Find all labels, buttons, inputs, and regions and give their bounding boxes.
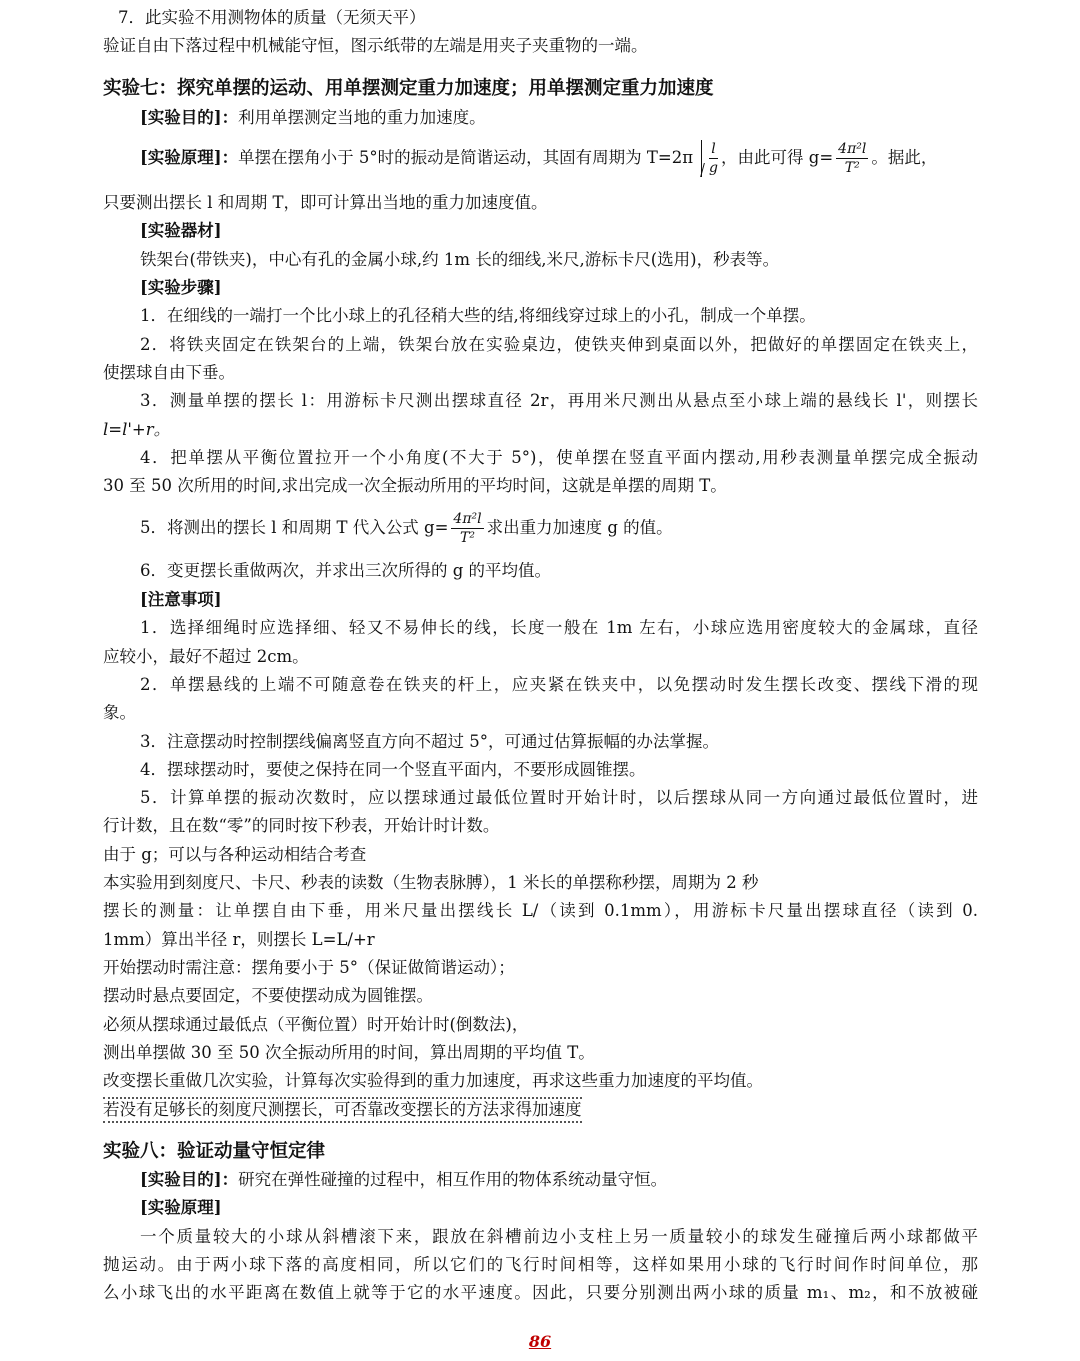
subheading: [实验原理] — [140, 1198, 222, 1217]
text-line: 2．单摆悬线的上端不可随意卷在铁夹的杆上，应夹紧在铁夹中，以免摆动时发生摆长改变、摆线下滑的现 — [140, 675, 978, 694]
text: 研究在弹性碰撞的过程中，相互作用的物体系统动量守恒。 — [238, 1170, 668, 1189]
text-line: 一个质量较大的小球从斜槽滚下来，跟放在斜槽前边小支柱上另一质量较小的球发生碰撞后两小球都做平 — [140, 1227, 978, 1246]
text-line: 4．摆球摆动时，要使之保持在同一个竖直平面内，不要形成圆锥摆。 — [140, 760, 646, 779]
label: [实验目的]： — [140, 108, 239, 127]
subheading: [实验器材] — [140, 221, 222, 240]
text-line: 测出单摆做 30 至 50 次全振动所用的时间，算出周期的平均值 T。 — [103, 1043, 595, 1062]
text-line — [140, 107, 486, 129]
text-line: 6．变更摆长重做两次，并求出三次所得的 g 的平均值。 — [140, 561, 552, 580]
text-line: 3．注意摆动时控制摆线偏离竖直方向不超过 5°，可通过估算振幅的办法掌握。 — [140, 732, 719, 751]
page-number — [0, 1332, 1080, 1351]
text-line: 抛运动。由于两小球下落的高度相同，所以它们的飞行时间相等，这样如果用小球的飞行时间作时间单位，那 — [103, 1255, 978, 1274]
numerator: 4π²l — [838, 141, 867, 157]
text-line: l=l'+r。 — [103, 420, 171, 439]
text-line — [140, 509, 673, 547]
text-line — [140, 1169, 667, 1191]
g-formula — [451, 510, 483, 547]
text-line: 摆长的测量：让单摆自由下垂，用米尺量出摆线长 L/（读到 0.1mm），用游标卡尺量出摆球直径（读到 0. — [103, 901, 978, 920]
text-line: 改变摆长重做几次实验，计算每次实验得到的重力加速度，再求这些重力加速度的平均值。 — [103, 1071, 763, 1090]
label: [实验目的]： — [140, 1170, 239, 1189]
dotted-question-line: 若没有足够长的刻度尺测摆长，可否靠改变摆长的方法求得加速度 — [103, 1097, 582, 1123]
text: 5．将测出的摆长 l 和周期 T 代入公式 g= — [140, 518, 449, 537]
text-line — [140, 140, 937, 177]
text-line: 5．计算单摆的振动次数时，应以摆球通过最低位置时开始计时，以后摆球从同一方向通过最低位置时，进 — [140, 788, 978, 807]
subheading: [实验步骤] — [140, 278, 222, 297]
text-line: 只要测出摆长 l 和周期 T，即可计算出当地的重力加速度值。 — [103, 193, 548, 212]
text: 单摆在摆角小于 5°时的振动是简谐运动，其固有周期为 T=2π — [238, 148, 694, 167]
text-line: 使摆球自由下垂。 — [103, 363, 235, 382]
text-line: 1mm）算出半径 r，则摆长 L=L/+r — [103, 930, 375, 949]
sqrt-formula — [701, 140, 721, 177]
text-line: 7．此实验不用测物体的质量（无须天平） — [118, 8, 426, 27]
text: ，由此可得 g= — [721, 148, 834, 167]
page-number-text: 86 — [528, 1332, 552, 1351]
denominator: T² — [844, 160, 860, 176]
text: 。据此， — [871, 148, 938, 167]
denominator: g — [709, 160, 719, 176]
text-line: 4．把单摆从平衡位置拉开一个小角度(不大于 5°)，使单摆在竖直平面内摆动,用秒表测量单摆完成全振动 — [140, 448, 978, 467]
text-line: 验证自由下落过程中机械能守恒，图示纸带的左端是用夹子夹重物的一端。 — [103, 36, 648, 55]
section-heading: 实验七：探究单摆的运动、用单摆测定重力加速度；用单摆测定重力加速度 — [103, 78, 714, 99]
text-line: 开始摆动时需注意：摆角要小于 5°（保证做简谐运动）； — [103, 958, 515, 977]
text-line: 3．测量单摆的摆长 l：用游标卡尺测出摆球直径 2r，再用米尺测出从悬点至小球上端的悬线长 l'，则摆长 — [140, 391, 978, 410]
text-line: 摆动时悬点要固定，不要使摆动成为圆锥摆。 — [103, 986, 433, 1005]
text-line: 1．在细线的一端打一个比小球上的孔径稍大些的结,将细线穿过球上的小孔，制成一个单摆。 — [140, 306, 816, 325]
section-heading: 实验八：验证动量守恒定律 — [103, 1141, 326, 1162]
subheading: [注意事项] — [140, 590, 222, 609]
numerator: l — [709, 140, 718, 159]
text: 利用单摆测定当地的重力加速度。 — [238, 108, 486, 127]
text-line: 行计数，且在数“零”的同时按下秒表，开始计时计数。 — [103, 816, 500, 835]
denominator: T² — [460, 530, 475, 546]
text-line: 1．选择细绳时应选择细、轻又不易伸长的线，长度一般在 1m 左右，小球应选用密度较大的金属球，直径 — [140, 618, 978, 637]
label: [实验原理]： — [140, 148, 239, 167]
text-line: 象。 — [103, 703, 136, 722]
text-line: 2．将铁夹固定在铁架台的上端，铁架台放在实验桌边，使铁夹伸到桌面以外，把做好的单摆固定在铁夹上， — [140, 335, 978, 354]
text-line: 由于 g；可以与各种运动相结合考查 — [103, 845, 367, 864]
text-line: 么小球飞出的水平距离在数值上就等于它的水平速度。因此，只要分别测出两小球的质量 m₁、m₂，和不放被碰 — [103, 1283, 978, 1302]
text-line: 应较小，最好不超过 2cm。 — [103, 647, 309, 666]
text-line: 本实验用到刻度尺、卡尺、秒表的读数（生物表脉膊），1 米长的单摆称秒摆，周期为 2 秒 — [103, 873, 759, 892]
text: 求出重力加速度 g 的值。 — [486, 518, 673, 537]
numerator: 4π²l — [453, 511, 482, 527]
g-formula — [836, 140, 868, 177]
text-line: 必须从摆球通过最低点（平衡位置）时开始计时(倒数法)， — [103, 1015, 529, 1034]
text-line: 铁架台(带铁夹)，中心有孔的金属小球,约 1m 长的细线,米尺,游标卡尺(选用)，秒表等。 — [140, 250, 780, 269]
text-line: 30 至 50 次所用的时间,求出完成一次全振动所用的平均时间，这就是单摆的周期 T。 — [103, 476, 727, 495]
